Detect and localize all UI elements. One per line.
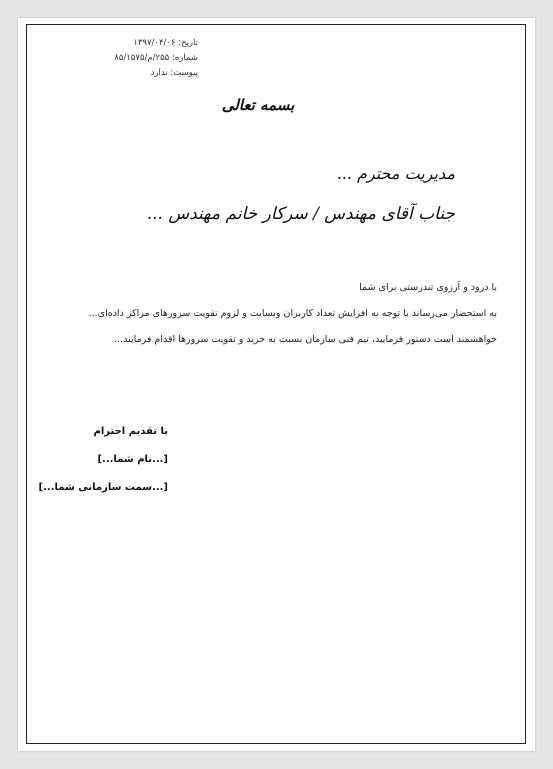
letter-meta xyxy=(78,36,198,81)
letter-page xyxy=(18,18,535,751)
letter-number: شماره: ۲۵۵/م/۸۵/۱۵۷۵ xyxy=(114,53,198,63)
signer-name: [...نام شما...] xyxy=(97,454,168,465)
letter-attachment: پیوست: ندارد xyxy=(150,68,198,78)
body-paragraph-2: خواهشمند است دستور فرمایید، تیم فنی سازمان نسبت به خرید و تقویت سرورها اقدام فرمایند... xyxy=(114,334,497,345)
body-paragraph-1: به استحضار می‌رساند با توجه به افزایش تعداد کاربران وبسایت و لزوم تقویت سرورهای مراکز داده‌ای... xyxy=(88,308,497,319)
closing-regards: با تقدیم احترام xyxy=(93,426,168,437)
page-border-frame xyxy=(26,24,526,744)
addressee-name: جناب آقای مهندس / سرکار خانم مهندس ... xyxy=(146,204,455,224)
bismillah-heading: بسمه تعالی xyxy=(221,96,295,114)
signer-position: [...سمت سازمانی شما...] xyxy=(38,482,168,493)
letter-date: تاریخ: ۱۳۹۷/۰۴/۰۶ xyxy=(133,38,198,48)
addressee-title: مدیریت محترم ... xyxy=(336,164,455,183)
letter-body xyxy=(77,282,497,360)
greeting-line: با درود و آرزوی تندرستی برای شما xyxy=(359,282,497,293)
